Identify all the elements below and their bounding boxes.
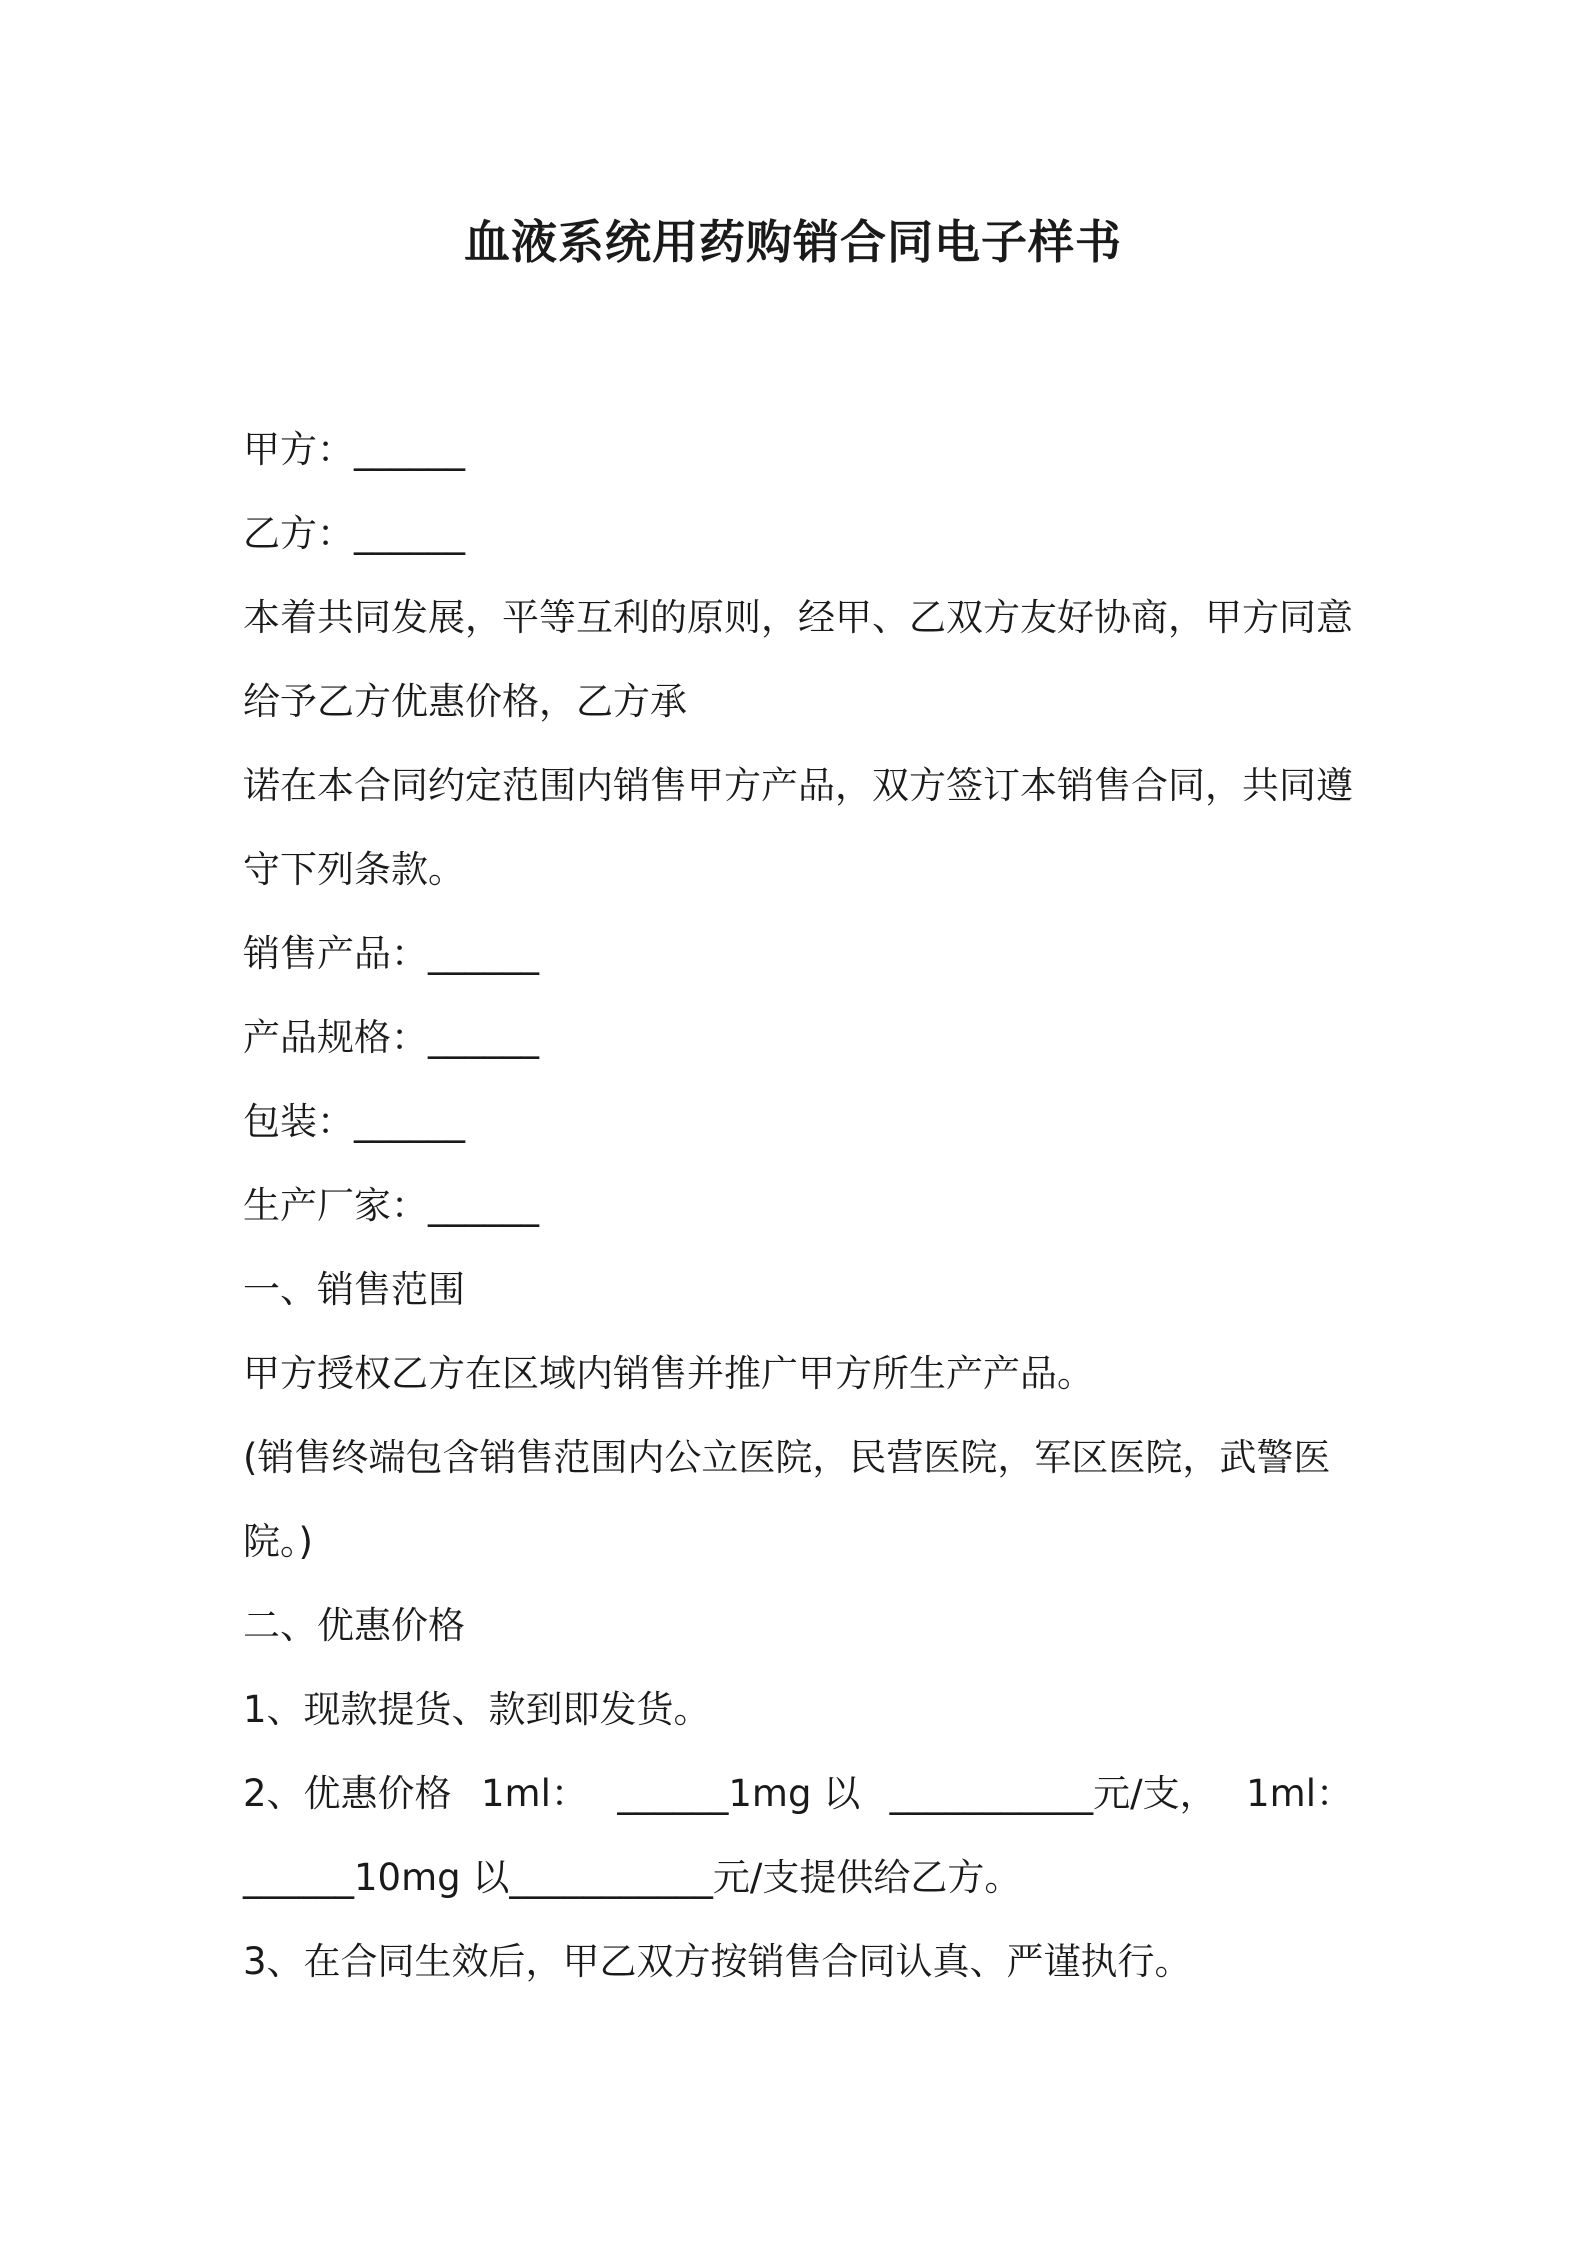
section-1-note-line: 院。)	[243, 1520, 313, 1563]
price-item-2-label: 2、优惠价格	[243, 1772, 452, 1815]
party-a-line: 甲方：______	[243, 428, 465, 471]
manufacturer-line: 生产厂家：______	[243, 1184, 539, 1227]
document-body	[243, 408, 1353, 2004]
price-item-1: 1、现款提货、款到即发货。	[243, 1688, 711, 1731]
price-item-2	[243, 1752, 1353, 1836]
price-item-2-volume: 1ml：	[481, 1772, 588, 1815]
spec-line: 产品规格：______	[243, 1016, 539, 1059]
intro-paragraph-line: 诺在本合同约定范围内销售甲方产品，双方签订本销售合同，共同遵	[243, 764, 1353, 807]
intro-paragraph-line: 本着共同发展，平等互利的原则，经甲、乙双方友好协商，甲方同意	[243, 596, 1353, 639]
product-line: 销售产品：______	[243, 932, 539, 975]
price-item-3: 3、在合同生效后，甲乙双方按销售合同认真、严谨执行。	[243, 1940, 1192, 1983]
intro-paragraph-line: 给予乙方优惠价格，乙方承	[243, 680, 687, 723]
section-2-heading: 二、优惠价格	[243, 1604, 465, 1647]
price-item-2-price: ___________元/支，	[889, 1772, 1217, 1815]
section-1-heading: 一、销售范围	[243, 1268, 465, 1311]
price-item-2-volume-2: 1ml：	[1246, 1772, 1353, 1815]
section-1-note-line: (销售终端包含销售范围内公立医院，民营医院，军区医院，武警医	[243, 1436, 1331, 1479]
price-item-2-dose: ______1mg 以	[617, 1772, 861, 1815]
packaging-line: 包装：______	[243, 1100, 465, 1143]
document-title: 血液系统用药购销合同电子样书	[464, 215, 1122, 269]
intro-paragraph-line: 守下列条款。	[243, 848, 465, 891]
party-b-line: 乙方：______	[243, 512, 465, 555]
section-1-body: 甲方授权乙方在区域内销售并推广甲方所生产产品。	[243, 1352, 1094, 1395]
price-item-2-continued: ______10mg 以___________元/支提供给乙方。	[243, 1856, 1022, 1899]
